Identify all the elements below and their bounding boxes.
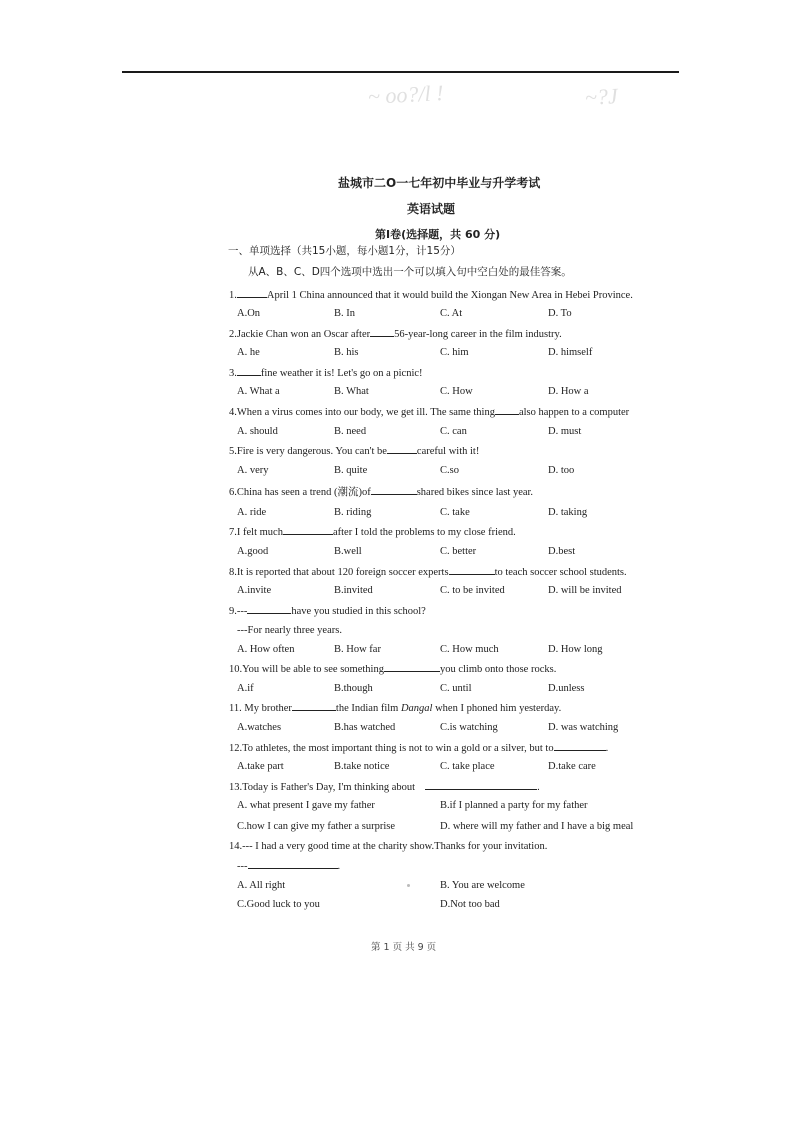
q10-option-a: A.if (237, 683, 254, 694)
exam-title: 盐城市二O一七年初中毕业与升学考试 (338, 176, 541, 190)
q3-option-b: B. What (334, 386, 369, 397)
question-12: 12.To athletes, the most important thing is not to win a gold or a silver, but to . (229, 743, 609, 754)
question-7: 7.I felt much after I told the problems to my close friend. (229, 527, 516, 538)
q13-option-b: B.if I planned a party for my father (440, 800, 588, 811)
q3-option-d: D. How a (548, 386, 589, 397)
q14-option-c: C.Good luck to you (237, 899, 320, 910)
section-title: 第Ⅰ卷(选择题，共 60 分) (375, 228, 501, 241)
q14-response: --- . (237, 861, 341, 872)
q2-option-a: A. he (237, 347, 260, 358)
q6-option-c: C. take (440, 507, 470, 518)
q4-option-c: C. can (440, 426, 467, 437)
q5-option-d: D. too (548, 465, 575, 476)
q8-option-c: C. to be invited (440, 585, 505, 596)
header-rule (122, 71, 679, 73)
q6-option-d: D. taking (548, 507, 588, 518)
q4-option-a: A. should (237, 426, 278, 437)
q3-option-a: A. What a (237, 386, 280, 397)
q4-option-d: D. must (548, 426, 582, 437)
q5-option-b: B. quite (334, 465, 368, 476)
scan-speck (407, 884, 410, 887)
question-13: 13.Today is Father's Day, I'm thinking about . (229, 782, 540, 793)
q11-option-c: C.is watching (440, 722, 498, 733)
q5-option-a: A. very (237, 465, 269, 476)
q1-option-c: C. At (440, 308, 463, 319)
q6-option-b: B. riding (334, 507, 372, 518)
q7-option-b: B.well (334, 546, 362, 557)
q8-option-d: D. will be invited (548, 585, 622, 596)
question-10: 10.You will be able to see something you climb onto those rocks. (229, 664, 557, 675)
part-heading: 一、单项选择（共15小题，每小题1分，计15分） (228, 245, 461, 257)
q13-option-a: A. what present I gave my father (237, 800, 375, 811)
question-5: 5.Fire is very dangerous. You can't be careful with it! (229, 446, 480, 457)
q5-option-c: C.so (440, 465, 459, 476)
question-8: 8.It is reported that about 120 foreign soccer experts to teach soccer school students. (229, 567, 627, 578)
page-footer: 第 1 页 共 9 页 (371, 942, 437, 953)
question-1: 1. April 1 China announced that it would build the Xiongan New Area in Hebei Province. (229, 290, 633, 301)
q12-option-d: D.take care (548, 761, 596, 772)
question-2: 2.Jackie Chan won an Oscar after 56-year-long career in the film industry. (229, 329, 562, 340)
q14-option-d: D.Not too bad (440, 899, 500, 910)
question-9: 9.--- have you studied in this school? (229, 606, 426, 617)
q9-option-a: A. How often (237, 644, 295, 655)
q7-option-c: C. better (440, 546, 477, 557)
q12-option-b: B.take notice (334, 761, 390, 772)
question-3: 3. fine weather it is! Let's go on a picnic! (229, 368, 423, 379)
q13-option-d: D. where will my father and I have a big meal (440, 821, 634, 832)
q11-option-b: B.has watched (334, 722, 396, 733)
question-4: 4.When a virus comes into our body, we get ill. The same thing also happen to a computer (229, 407, 630, 418)
watermark-smudge-right: ~?J (584, 83, 619, 110)
q9-response: ---For nearly three years. (237, 625, 342, 636)
q10-option-c: C. until (440, 683, 472, 694)
q4-option-b: B. need (334, 426, 367, 437)
watermark-smudge-left: ~ oo?/l ! (367, 80, 445, 109)
q10-option-d: D.unless (548, 683, 585, 694)
question-6: 6.China has seen a trend (潮流)of shared bikes since last year. (229, 487, 534, 498)
q2-option-c: C. him (440, 347, 469, 358)
exam-subtitle: 英语试题 (407, 202, 456, 216)
q1-option-b: B. In (334, 308, 355, 319)
q2-option-b: B. his (334, 347, 359, 358)
q6-option-a: A. ride (237, 507, 267, 518)
q12-option-a: A.take part (237, 761, 284, 772)
q1-option-a: A.On (237, 308, 261, 319)
q2-option-d: D. himself (548, 347, 593, 358)
q10-option-b: B.though (334, 683, 373, 694)
q11-option-a: A.watches (237, 722, 282, 733)
instruction: 从A、B、C、D四个选项中选出一个可以填入句中空白处的最佳答案。 (248, 266, 572, 278)
q1-option-d: D. To (548, 308, 572, 319)
q3-option-c: C. How (440, 386, 473, 397)
q12-option-c: C. take place (440, 761, 495, 772)
q9-option-c: C. How much (440, 644, 499, 655)
q9-option-d: D. How long (548, 644, 603, 655)
q13-option-c: C.how I can give my father a surprise (237, 821, 396, 832)
question-11: 11. My brother the Indian film Dangal when I phoned him yesterday. (229, 703, 562, 714)
q11-option-d: D. was watching (548, 722, 619, 733)
q9-option-b: B. How far (334, 644, 381, 655)
question-14: 14.--- I had a very good time at the charity show.Thanks for your invitation. (229, 841, 548, 852)
q7-option-a: A.good (237, 546, 269, 557)
q8-option-b: B.invited (334, 585, 373, 596)
q14-option-b: B. You are welcome (440, 880, 525, 891)
q7-option-d: D.best (548, 546, 576, 557)
q14-option-a: A. All right (237, 880, 286, 891)
q8-option-a: A.invite (237, 585, 272, 596)
